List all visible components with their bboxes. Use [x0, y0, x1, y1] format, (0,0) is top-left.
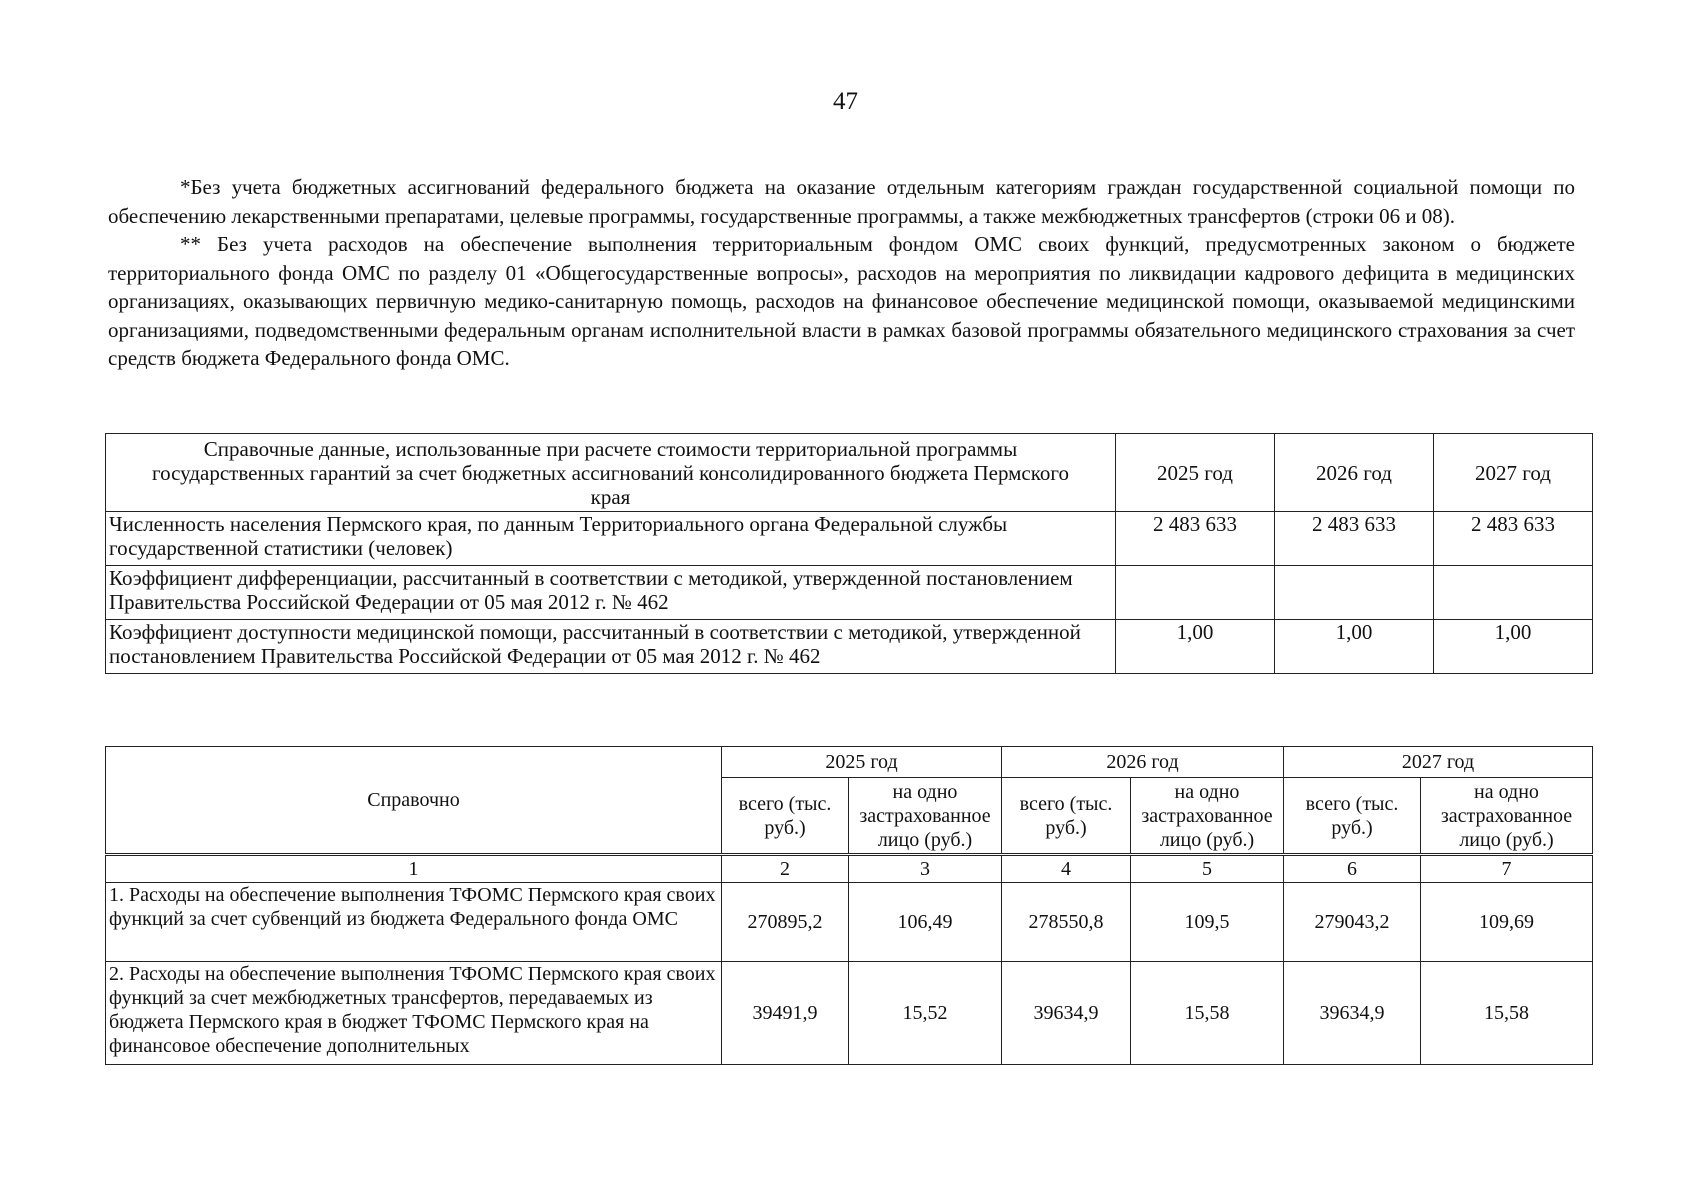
header-year: 2026 год — [1275, 434, 1434, 512]
cell-value: 2 483 633 — [1116, 512, 1275, 566]
table-row — [106, 512, 1593, 566]
column-number: 5 — [1131, 855, 1284, 883]
header-label: Справочно — [106, 747, 722, 855]
cell-value: 278550,8 — [1002, 883, 1131, 962]
cell-value: 15,58 — [1421, 962, 1593, 1065]
footnotes — [108, 173, 1575, 373]
table-row — [106, 962, 1593, 1065]
table-header-row — [106, 434, 1593, 512]
cell-value: 39634,9 — [1002, 962, 1131, 1065]
header-label: Справочные данные, использованные при расчете стоимости территориальной программы государственных гарантий за счет бюджетных ассигнований консолидированного бюджета Пермского края — [106, 434, 1116, 512]
column-number-row — [106, 855, 1593, 883]
footnote-2: ** Без учета расходов на обеспечение выполнения территориальным фондом ОМС своих функций, предусмотренных законом о бюджете территориального фонда ОМС по разделу 01 «Общегосударственные вопросы», расходов на мероприятия по ликвидации кадрового дефицита в медицинских организациях, оказывающих первичную медико-санитарную помощь, расходов на финансовое обеспечение медицинской помощи, оказываемой медицинскими организациями, подведомственными федеральным органам исполнительной власти в рамках базовой программы обязательного медицинского страхования за счет средств бюджета Федерального фонда ОМС. — [108, 232, 1575, 370]
table-row — [106, 566, 1593, 620]
cell-value — [1275, 566, 1434, 620]
page-number: 47 — [833, 88, 858, 115]
column-number: 4 — [1002, 855, 1131, 883]
cell-value: 15,52 — [849, 962, 1002, 1065]
header-year: 2027 год — [1284, 747, 1593, 778]
header-per-person: на одно застрахованное лицо (руб.) — [849, 778, 1002, 855]
cell-value: 109,69 — [1421, 883, 1593, 962]
header-year: 2025 год — [722, 747, 1002, 778]
footnote-1: *Без учета бюджетных ассигнований федерального бюджета на оказание отдельным категориям граждан государственной социальной помощи по обеспечению лекарственными препаратами, целевые программы, государственные программы, а также межбюджетных трансфертов (строки 06 и 08). — [108, 175, 1575, 228]
cell-value: 109,5 — [1131, 883, 1284, 962]
column-number: 6 — [1284, 855, 1421, 883]
reference-data-table — [105, 433, 1593, 674]
header-total: всего (тыс. руб.) — [722, 778, 849, 855]
cell-value: 39634,9 — [1284, 962, 1421, 1065]
row-label: Численность населения Пермского края, по данным Территориального органа Федеральной службы государственной статистики (человек) — [106, 512, 1116, 566]
cell-value — [1434, 566, 1593, 620]
table-row — [106, 883, 1593, 962]
header-per-person: на одно застрахованное лицо (руб.) — [1131, 778, 1284, 855]
cell-value: 106,49 — [849, 883, 1002, 962]
cell-value: 15,58 — [1131, 962, 1284, 1065]
header-total: всего (тыс. руб.) — [1284, 778, 1421, 855]
header-total: всего (тыс. руб.) — [1002, 778, 1131, 855]
header-year: 2026 год — [1002, 747, 1284, 778]
table-row — [106, 620, 1593, 674]
column-number: 2 — [722, 855, 849, 883]
row-label: 2. Расходы на обеспечение выполнения ТФОМС Пермского края своих функций за счет межбюджетных трансфертов, передаваемых из бюджета Пермского края в бюджет ТФОМС Пермского края на финансовое обеспечение дополнительных — [106, 962, 722, 1065]
column-number: 3 — [849, 855, 1002, 883]
cell-value: 279043,2 — [1284, 883, 1421, 962]
cell-value: 1,00 — [1275, 620, 1434, 674]
table-header-row — [106, 747, 1593, 778]
column-number: 7 — [1421, 855, 1593, 883]
cell-value: 2 483 633 — [1434, 512, 1593, 566]
header-per-person: на одно застрахованное лицо (руб.) — [1421, 778, 1593, 855]
header-year: 2027 год — [1434, 434, 1593, 512]
cell-value: 39491,9 — [722, 962, 849, 1065]
row-label: Коэффициент доступности медицинской помощи, рассчитанный в соответствии с методикой, утвержденной постановлением Правительства Российской Федерации от 05 мая 2012 г. № 462 — [106, 620, 1116, 674]
cell-value: 1,00 — [1116, 620, 1275, 674]
cell-value: 270895,2 — [722, 883, 849, 962]
column-number: 1 — [106, 855, 722, 883]
cell-value: 1,00 — [1434, 620, 1593, 674]
cell-value — [1116, 566, 1275, 620]
row-label: 1. Расходы на обеспечение выполнения ТФОМС Пермского края своих функций за счет субвенций из бюджета Федерального фонда ОМС — [106, 883, 722, 962]
expenses-table — [105, 746, 1593, 1065]
cell-value: 2 483 633 — [1275, 512, 1434, 566]
header-year: 2025 год — [1116, 434, 1275, 512]
row-label: Коэффициент дифференциации, рассчитанный в соответствии с методикой, утвержденной постановлением Правительства Российской Федерации от 05 мая 2012 г. № 462 — [106, 566, 1116, 620]
